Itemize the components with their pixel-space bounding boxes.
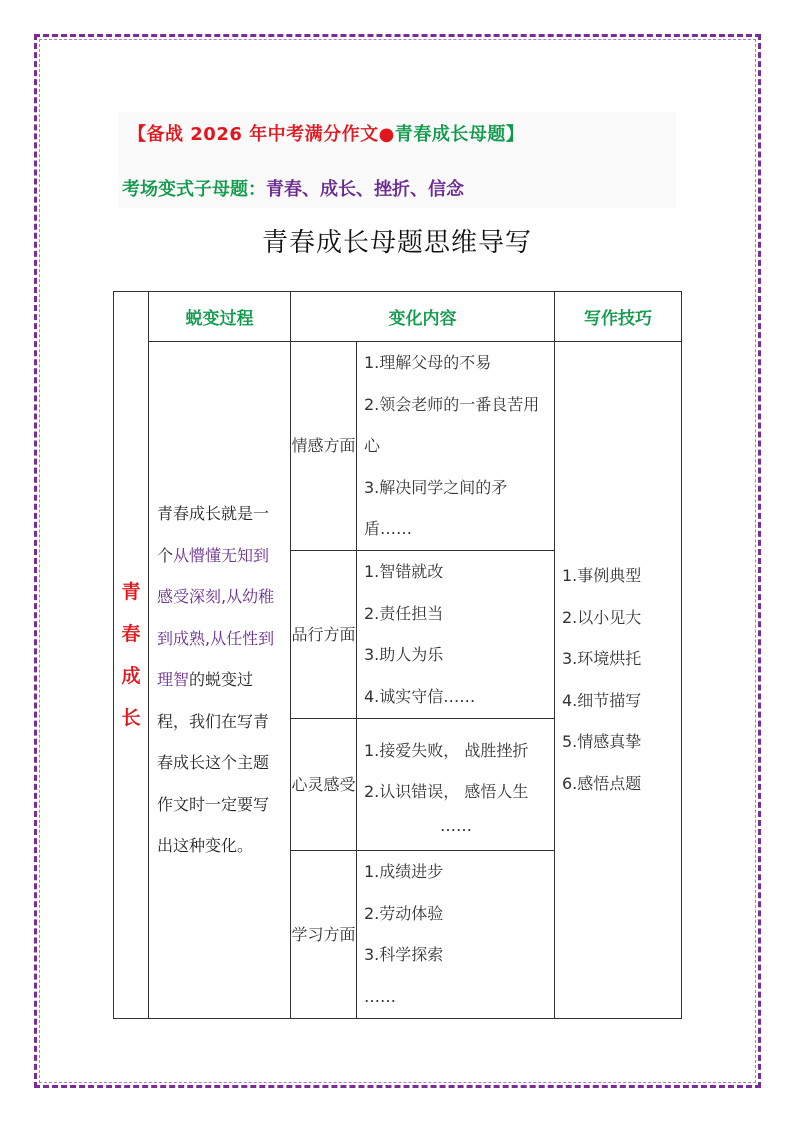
bullet-dot-icon: ● [378,124,395,145]
banner-title: 【备战 2026 年中考满分作文●青春成长母题】 [128,124,525,145]
header-content: 变化内容 [291,292,555,342]
category-study-items: 1.成绩进步 2.劳动体验 3.科学探索 …… [357,850,555,1018]
header-skills: 写作技巧 [555,292,682,342]
category-mind-items: 1.接爱失败， 战胜挫折 2.认识错误， 感悟人生 …… [357,718,555,850]
category-emotion-items: 1.理解父母的不易 2.领会老师的一番良苦用心 3.解决同学之间的矛盾…… [357,342,555,551]
category-conduct: 品行方面 [291,550,357,718]
document-title: 青春成长母题思维导写 [261,228,532,258]
category-conduct-items: 1.智错就改 2.责任担当 3.助人为乐 4.诚实守信…… [357,550,555,718]
header-process: 蜕变过程 [149,292,291,342]
category-mind: 心灵感受 [291,718,357,850]
side-label-cell: 青 春 成 长 [114,292,149,1019]
header-banner [118,112,676,208]
header-row [114,292,682,342]
table-row [114,342,682,551]
banner-subtitle: 考场变式子母题：青春、成长、挫折、信念 [122,179,464,200]
category-study: 学习方面 [291,850,357,1018]
skills-list: 1.事例典型 2.以小见大 3.环境烘托 4.细节描写 5.情感真挚 6.感悟点题 [555,342,682,1019]
category-emotion: 情感方面 [291,342,357,551]
process-description: 青春成长就是一个从懵懂无知到感受深刻,从幼稚到成熟,从任性到理智的蜕变过程，我们在写青春成长这个主题作文时一定要写出这种变化。 [149,342,291,1019]
mind-map-table [113,291,682,1019]
